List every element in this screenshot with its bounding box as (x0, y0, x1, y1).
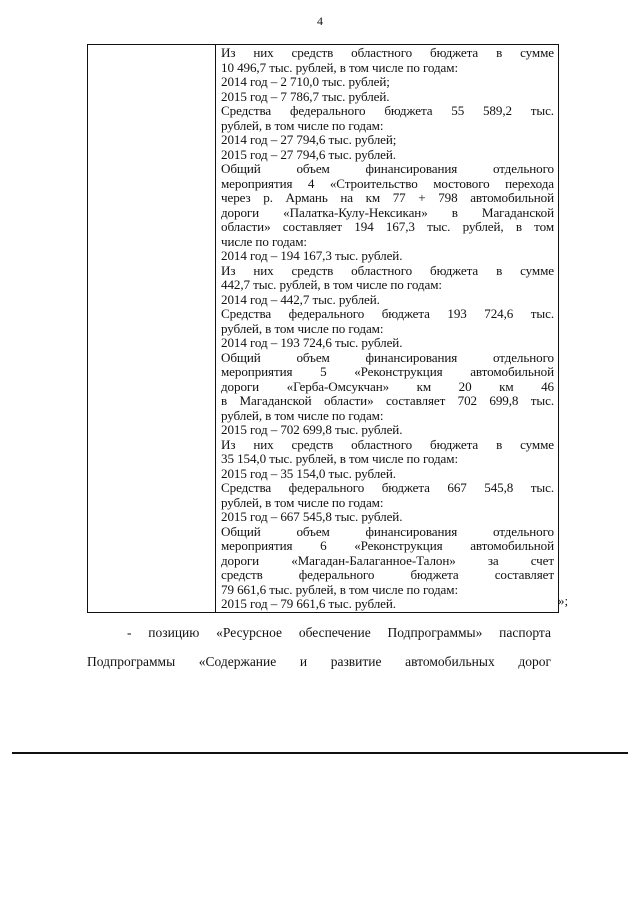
table-line: рублей, в том числе по годам: (221, 320, 384, 336)
table-line: дороги «Герба-Омсукчан» км 20 км 46 (221, 378, 554, 394)
table-row (88, 45, 559, 613)
table-line: 2014 год – 27 794,6 тыс. рублей; (221, 132, 397, 147)
table-line: Средства федерального бюджета 193 724,6 тыс. (221, 306, 554, 321)
table-line: Общий объем финансирования отдельного (221, 349, 554, 365)
table-line: числе по годам: (221, 233, 307, 249)
table-value-cell (216, 45, 559, 613)
page-number: 4 (317, 14, 323, 28)
table-line: в Магаданской области» составляет 702 699,8 тыс. (221, 393, 554, 408)
table-label-cell (88, 45, 216, 613)
table-line: 35 154,0 тыс. рублей, в том числе по годам: (221, 451, 458, 466)
table-line: Средства федерального бюджета 55 589,2 тыс. (221, 103, 554, 118)
table-line: 2015 год – 7 786,7 тыс. рублей. (221, 88, 390, 104)
closing-quote: »; (558, 593, 569, 608)
passport-table (87, 44, 559, 613)
table-line: дороги «Палатка-Кулу-Нексикан» в Магаданской (221, 204, 554, 220)
table-line: Из них средств областного бюджета в сумме (221, 45, 554, 60)
table-line: 2014 год – 2 710,0 тыс. рублей; (221, 74, 390, 89)
table-line: области» составляет 194 167,3 тыс. рублей, в том (221, 219, 554, 234)
table-line: Общий объем финансирования отдельного (221, 523, 554, 539)
table-line: рублей, в том числе по годам: (221, 494, 384, 510)
table-line: 10 496,7 тыс. рублей, в том числе по годам: (221, 59, 458, 75)
table-line: рублей, в том числе по годам: (221, 117, 384, 133)
table-line: мероприятия 4 «Строительство мостового перехода (221, 175, 554, 191)
table-line: 79 661,6 тыс. рублей, в том числе по годам: (221, 581, 458, 597)
table-line: Средства федерального бюджета 667 545,8 тыс. (221, 480, 554, 495)
table-line: 442,7 тыс. рублей, в том числе по годам: (221, 277, 442, 292)
table-line: 2015 год – 35 154,0 тыс. рублей. (221, 465, 396, 481)
footer-divider (12, 752, 628, 754)
table-line: 2015 год – 27 794,6 тыс. рублей. (221, 146, 396, 162)
table-line: 2015 год – 667 545,8 тыс. рублей. (221, 509, 403, 524)
table-line: дороги «Магадан-Балаганное-Талон» за счет (221, 552, 554, 568)
body-paragraph-line: Подпрограммы «Содержание и развитие автомобильных дорог (87, 654, 551, 669)
table-line: 2014 год – 193 724,6 тыс. рублей. (221, 335, 403, 350)
table-line: мероприятия 6 «Реконструкция автомобильной (221, 538, 554, 553)
table-line: 2015 год – 79 661,6 тыс. рублей. (221, 596, 396, 611)
table-line: Из них средств областного бюджета в сумме (221, 436, 554, 452)
table-line: мероприятия 5 «Реконструкция автомобильной (221, 364, 554, 379)
table-line: 2014 год – 442,7 тыс. рублей. (221, 291, 380, 307)
table-line: через р. Армань на км 77 + 798 автомобильной (221, 190, 554, 205)
table-line: 2015 год – 702 699,8 тыс. рублей. (221, 422, 403, 437)
table-line: рублей, в том числе по годам: (221, 407, 384, 423)
table-line: средств федерального бюджета составляет (221, 567, 554, 582)
table-line: Из них средств областного бюджета в сумме (221, 262, 554, 278)
body-paragraph-line: - позицию «Ресурсное обеспечение Подпрограммы» паспорта (127, 625, 551, 640)
table-line: Общий объем финансирования отдельного (221, 161, 554, 176)
table-line: 2014 год – 194 167,3 тыс. рублей. (221, 248, 403, 263)
